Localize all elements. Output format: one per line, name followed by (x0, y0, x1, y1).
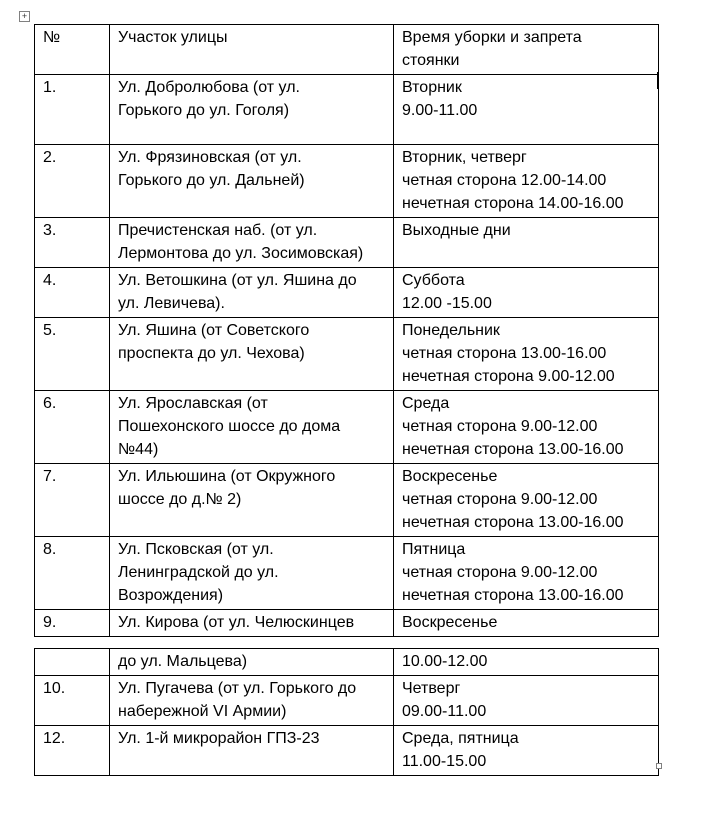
table-row (35, 145, 659, 218)
row-number[interactable]: 5. (35, 318, 110, 391)
schedule-table-part2 (34, 648, 659, 776)
header-street[interactable]: Участок улицы (110, 25, 394, 75)
row-time[interactable]: 10.00-12.00 (394, 649, 659, 676)
row-number[interactable]: 8. (35, 537, 110, 610)
table-row (35, 218, 659, 268)
table-row (35, 726, 659, 776)
row-number[interactable] (35, 649, 110, 676)
schedule-table-part1 (34, 24, 659, 637)
row-time[interactable]: Среда, пятница 11.00-15.00 (394, 726, 659, 776)
row-time[interactable]: Вторник 9.00-11.00 (394, 75, 659, 145)
row-street[interactable]: Ул. Ветошкина (от ул. Яшина до ул. Левичева). (110, 268, 394, 318)
row-time[interactable]: Четверг 09.00-11.00 (394, 676, 659, 726)
table-row (35, 318, 659, 391)
row-number[interactable]: 4. (35, 268, 110, 318)
row-number[interactable]: 3. (35, 218, 110, 268)
row-number[interactable]: 1. (35, 75, 110, 145)
table-row (35, 649, 659, 676)
row-number[interactable]: 2. (35, 145, 110, 218)
row-time[interactable]: Среда четная сторона 9.00-12.00 нечетная сторона 13.00-16.00 (394, 391, 659, 464)
row-time[interactable]: Выходные дни (394, 218, 659, 268)
row-street[interactable]: Ул. Псковская (от ул. Ленинградской до ул. Возрождения) (110, 537, 394, 610)
row-street[interactable]: Ул. Яшина (от Советского проспекта до ул. Чехова) (110, 318, 394, 391)
table-move-handle-icon[interactable]: + (19, 11, 30, 22)
row-street[interactable]: Пречистенская наб. (от ул. Лермонтова до ул. Зосимовская) (110, 218, 394, 268)
row-street[interactable]: Ул. Кирова (от ул. Челюскинцев (110, 610, 394, 637)
header-time[interactable]: Время уборки и запрета стоянки (394, 25, 659, 75)
table-row (35, 610, 659, 637)
row-time[interactable]: Воскресенье (394, 610, 659, 637)
row-time[interactable]: Суббота 12.00 -15.00 (394, 268, 659, 318)
row-number[interactable]: 7. (35, 464, 110, 537)
row-number[interactable]: 10. (35, 676, 110, 726)
row-street[interactable]: до ул. Мальцева) (110, 649, 394, 676)
table-row (35, 464, 659, 537)
table-row (35, 391, 659, 464)
header-number[interactable]: № (35, 25, 110, 75)
row-number[interactable]: 6. (35, 391, 110, 464)
row-time[interactable]: Вторник, четверг четная сторона 12.00-14.00 нечетная сторона 14.00-16.00 (394, 145, 659, 218)
table-resize-handle-icon[interactable] (656, 763, 662, 769)
table-row (35, 537, 659, 610)
row-time[interactable]: Воскресенье четная сторона 9.00-12.00 нечетная сторона 13.00-16.00 (394, 464, 659, 537)
row-street[interactable]: Ул. Добролюбова (от ул. Горького до ул. Гоголя) (110, 75, 394, 145)
table-row (35, 75, 659, 145)
table-row (35, 268, 659, 318)
table-header-row (35, 25, 659, 75)
row-street[interactable]: Ул. Фрязиновская (от ул. Горького до ул. Дальней) (110, 145, 394, 218)
row-number[interactable]: 12. (35, 726, 110, 776)
row-street[interactable]: Ул. Пугачева (от ул. Горького до набережной VI Армии) (110, 676, 394, 726)
table-row (35, 676, 659, 726)
row-street[interactable]: Ул. 1-й микрорайон ГПЗ-23 (110, 726, 394, 776)
row-number[interactable]: 9. (35, 610, 110, 637)
row-street[interactable]: Ул. Ярославская (от Пошехонского шоссе до дома №44) (110, 391, 394, 464)
row-street[interactable]: Ул. Ильюшина (от Окружного шоссе до д.№ 2) (110, 464, 394, 537)
row-time[interactable]: Пятница четная сторона 9.00-12.00 нечетная сторона 13.00-16.00 (394, 537, 659, 610)
row-time[interactable]: Понедельник четная сторона 13.00-16.00 нечетная сторона 9.00-12.00 (394, 318, 659, 391)
